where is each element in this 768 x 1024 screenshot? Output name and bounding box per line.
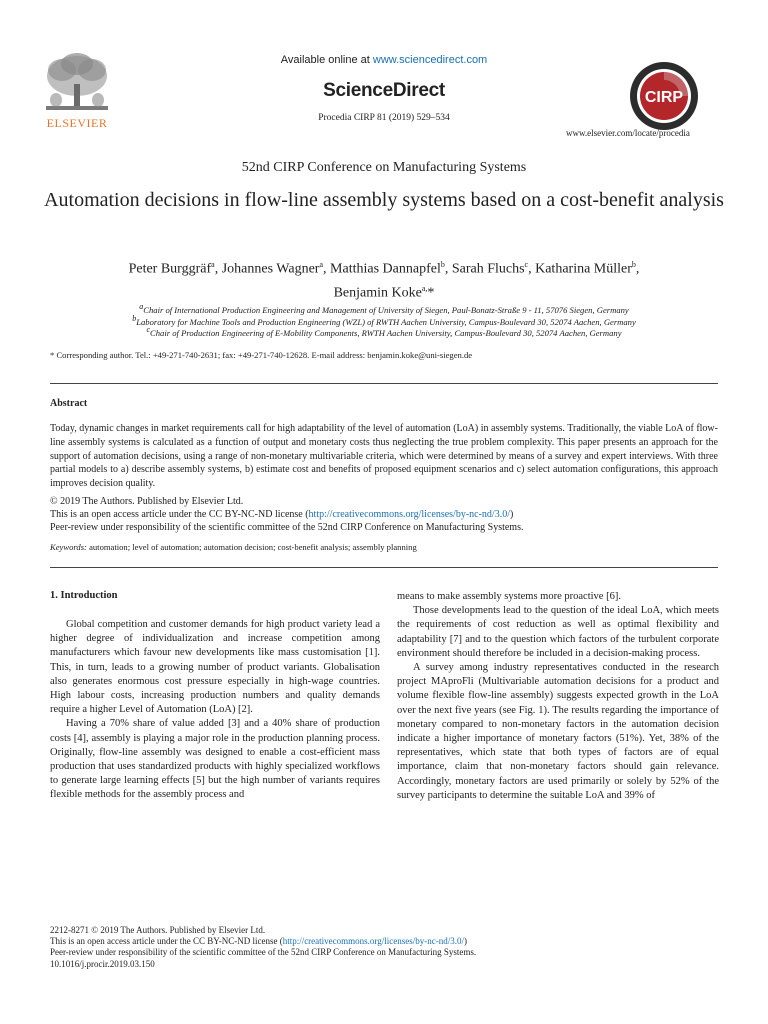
locate-url[interactable]: www.elsevier.com/locate/procedia	[566, 128, 690, 138]
paragraph: means to make assembly systems more proactive [6].	[397, 591, 621, 602]
cirp-logo	[628, 60, 700, 132]
footer-doi[interactable]: 10.1016/j.procir.2019.03.150	[50, 958, 155, 969]
author-affiliation-sup: b	[631, 260, 636, 269]
keywords-text: automation; level of automation; automation decision; cost-benefit analysis; assembly planning	[86, 542, 417, 552]
footer-peer-review-line: Peer-review under responsibility of the scientific committee of the 52nd CIRP Conference on Manufacturing Systems.	[50, 947, 477, 958]
author-affiliation-sup: a	[211, 260, 215, 269]
sciencedirect-brand: ScienceDirect	[323, 80, 445, 101]
abstract-heading: Abstract	[50, 398, 88, 409]
column-left	[50, 618, 380, 803]
paragraph: A survey among industry representatives conducted in the research project MAproFli (Multivariable automation decisions for a product and volume flexible flow-line assembly) suggests expected growth in the LoA over the next five years (see Fig. 1). The results regarding the importance of monetary compared to non-monetary factors in the automation decision indicate a higher importance of monetary factors (51%). Yet, 38% of the representatives, which state that both types of factors are of equal importance, claim that non-monetary factors should gain relevance. Accordingly, monetary factors are used primarily or solely by 52% of the survey participants to determine the suitable LoA and 39% of	[397, 662, 719, 801]
paragraph: Having a 70% share of value added [3] and a 40% share of production costs [4], assembly is playing a major role in the production planning process. Originally, flow-line assembly was designed to enable a cost-efficient mass production that uses standardized products with highly specialized workflows to generate large learning effects [5] but the high number of variants requires flexible methods for the assembly process and	[50, 718, 380, 801]
column-right	[397, 590, 719, 803]
affiliation-sup: c	[146, 325, 151, 334]
author-separator: *	[427, 285, 435, 301]
affiliation-text: Chair of Production Engineering of E-Mobility Components, RWTH Aachen University, Campus-Boulevard 30, 52074 Aachen, Germany	[150, 327, 622, 338]
author-separator: ,	[635, 261, 640, 277]
license-suffix: )	[509, 509, 514, 520]
author-affiliation-sup: a	[319, 260, 324, 269]
footer-license-suffix: )	[463, 936, 467, 947]
section-heading-introduction: 1. Introduction	[50, 590, 118, 601]
keywords-label: Keywords:	[50, 542, 87, 552]
license-line	[50, 509, 513, 520]
conference-name: 52nd CIRP Conference on Manufacturing Systems	[241, 160, 527, 175]
affiliation-text: Chair of International Production Engineering and Management of University of Siegen, Paul-Bonatz-Straße 9 - 11, 57076 Siegen, Germany	[143, 304, 629, 315]
author-affiliation-sup: b	[440, 260, 445, 269]
author-name: Benjamin Koke	[333, 285, 422, 301]
author-list	[50, 255, 718, 302]
peer-review-line: Peer-review under responsibility of the scientific committee of the 52nd CIRP Conference on Manufacturing Systems.	[50, 522, 524, 533]
divider-bottom	[50, 567, 718, 568]
author-separator: ,	[214, 261, 222, 277]
author-affiliation-sup: a,	[421, 283, 428, 293]
affiliation-a	[40, 302, 728, 315]
author-name: Johannes Wagner	[221, 261, 320, 277]
paragraph: Global competition and customer demands for high product variety lead a higher degree of individualization and increase competition among manufacturers which favour new developments like mass customisation [1]. This, in turn, leads to a growing number of product variants. Globalisation also generates enormous cost pressure especially in high-wage countries. High labour costs, increasing production numbers and quality demands require a higher Level of Automation (LoA) [2].	[50, 619, 380, 716]
license-link[interactable]: http://creativecommons.org/licenses/by-nc-nd/3.0/	[308, 509, 510, 520]
corresponding-author: * Corresponding author. Tel.: +49-271-740-2631; fax: +49-271-740-12628. E-mail address: benjamin.koke@uni-siegen.de	[50, 350, 473, 360]
affiliation-c	[40, 325, 728, 338]
footer-license-link[interactable]: http://creativecommons.org/licenses/by-nc-nd/3.0/	[282, 936, 464, 947]
author-name: Katharina Müller	[535, 261, 632, 277]
paragraph: Those developments lead to the question of the ideal LoA, which meets the requirements of cost reduction as well as optimal flexibility and adaptability [7] and to the question which factors of the turbulent corporate environment should therefore be included in a decision-making process.	[397, 605, 719, 659]
paper-title: Automation decisions in flow-line assembly systems based on a cost-benefit analysis	[44, 189, 724, 211]
author-name: Matthias Dannapfel	[330, 261, 441, 277]
author-name: Peter Burggräf	[128, 261, 212, 277]
page-footer	[50, 925, 476, 970]
abstract-text: Today, dynamic changes in market requirements call for high adaptability of the level of automation (LoA) in assembly systems. Traditionally, the viable LoA of flow-line assembly systems is calculated as a function of output and monetary costs thus neglecting the true problem complexity. This paper presents an approach for the support of automation decisions, using a range of non-monetary multivariable criteria, which were determined by means of a survey and expert interviews. With three partial models to a) describe assembly systems, b) estimate cost and benefits of proposed equipment scenarios and c) select automation configurations, this approach improves decision quality.	[50, 423, 718, 490]
affiliation-sup: a	[139, 302, 144, 311]
keywords-line	[50, 542, 417, 552]
footer-issn-line: 2212-8271 © 2019 The Authors. Published by Elsevier Ltd.	[50, 925, 266, 935]
journal-reference: Procedia CIRP 81 (2019) 529–534	[318, 113, 450, 123]
affiliation-text: Laboratory for Machine Tools and Production Engineering (WZL) of RWTH Aachen University, Campus-Boulevard 30, 52074 Aachen, Germany	[136, 316, 636, 327]
affiliation-sup: b	[132, 314, 137, 323]
author-affiliation-sup: c	[524, 260, 529, 269]
author-name: Sarah Fluchs	[451, 261, 525, 277]
copyright-line: © 2019 The Authors. Published by Elsevier Ltd.	[50, 496, 244, 507]
cirp-logo-text: CIRP	[644, 89, 684, 106]
divider-top	[50, 383, 718, 384]
author-separator: ,	[323, 261, 331, 277]
available-prefix: Available online at	[280, 54, 373, 66]
footer-license-prefix: This is an open access article under the CC BY-NC-ND license (	[50, 936, 283, 947]
author-separator: ,	[444, 261, 452, 277]
author-separator: ,	[528, 261, 536, 277]
elsevier-wordmark: ELSEVIER	[46, 116, 108, 130]
license-prefix: This is an open access article under the CC BY-NC-ND license (	[50, 509, 309, 520]
sciencedirect-link[interactable]: www.sciencedirect.com	[372, 54, 488, 66]
footer-license-line	[50, 936, 476, 947]
